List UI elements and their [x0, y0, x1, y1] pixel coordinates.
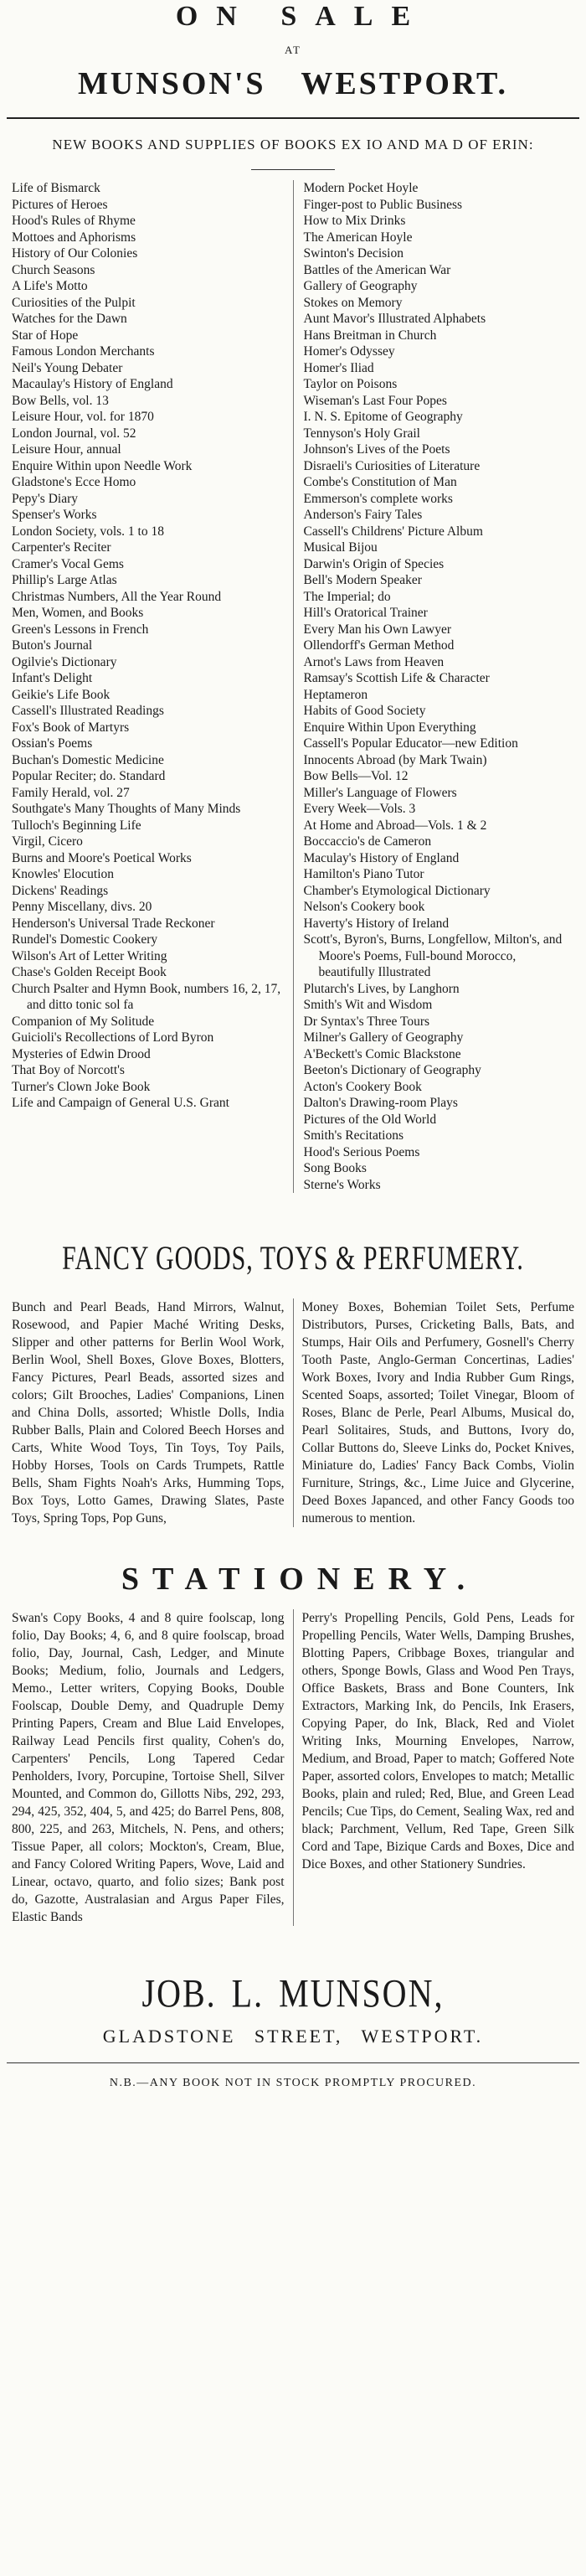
books-heading: NEW BOOKS AND SUPPLIES OF BOOKS EX IO AND MA D OF ERIN: [52, 136, 534, 152]
book-title: Maculay's History of England [303, 850, 460, 865]
book-title: Nelson's Cookery book [303, 900, 425, 915]
book-title: Carpenter's Reciter [12, 540, 111, 555]
book-title: Henderson's Universal Trade Reckoner [12, 916, 215, 931]
fancy-goods-right-text: Money Boxes, Bohemian Toilet Sets, Perfume Distributors, Purses, Cricketing Balls, Bats, and Stumps, Hair Oils and Perfumery, Gosnell's Cherry Tooth Paste, Anglo-German Concertinas, Ladies' Work Boxes, Ivory and India Rubber Gum Rings, Scented Soaps, assorted; Toilet Vinegar, Bloom of Roses, Blanc de Perle, Pearl Albums, Musical do, Pearl Solitaires, Studs, and Buttons, Ivory do, Collar Buttons do, Sleeve Links do, Pocket Knives, Miniature do, Ladies' Fancy Back Combs, Violin Furniture, Strings, &c., Lime Juice and Glycerine, Deed Boxes Japanced, and other Fancy Goods too numerous to mention. [301, 1300, 574, 1526]
stationery-body [0, 1598, 586, 1926]
book-title: I. N. S. Epitome of Geography [303, 410, 463, 425]
book-title: Hood's Rules of Rhyme [12, 214, 136, 229]
stationery-left-text: Swan's Copy Books, 4 and 8 quire foolscap, long folio, Day Books; 4, 6, and 8 quire foolscap, broad folio, Day, Journal, Cash, Ledger, and Minute Books; Medium, folio, Journals and Ledgers, Memo., Letter writers, Copying Books, Double Foolscap, Double Demy, and Quadruple Demy Printing Papers, Cream and Blue Laid Envelopes, Railway Lead Pencils first quality, Cohen's do, Carpenters' Pencils, Long Tapered Cedar Penholders, Ivory, Porcupine, Tortoise Shell, Silver Mounted, and Common do, Gillotts Nibs, 292, 293, 294, 425, 352, 404, 5, and 425; do Barrel Pens, 808, 800, 225, and 263, Mitchels, N. Pens, and others; Tissue Paper, all colors; Mockton's, Cream, Blue, and Fancy Colored Writing Papers, Wove, Laid and Linear, octavo, quarto, and folio sizes; Bank post do, Gazotte, Australasian and Argus Paper Files, Elastic Bands [12, 1609, 294, 1926]
book-title: Pictures of the Old World [303, 1112, 437, 1127]
book-title: The American Hoyle [303, 230, 413, 245]
book-title: Johnson's Lives of the Poets [303, 442, 450, 457]
book-title: Hood's Serious Poems [303, 1144, 420, 1159]
book-title: Church Psalter and Hymn Book, numbers 16, 2, 17, and ditto tonic sol fa [12, 981, 281, 1013]
book-title: Every Week—Vols. 3 [303, 802, 416, 817]
book-title: Smith's Wit and Wisdom [303, 998, 433, 1013]
book-title: Milner's Gallery of Geography [303, 1030, 464, 1045]
book-title: Wilson's Art of Letter Writing [12, 948, 167, 963]
book-title: Bow Bells, vol. 13 [12, 393, 109, 408]
book-title: Southgate's Many Thoughts of Many Minds [12, 802, 241, 817]
book-title: Gladstone's Ecce Homo [12, 475, 136, 490]
proprietor-name: JOB. L. MUNSON, [141, 1970, 445, 2016]
book-title: Buton's Journal [12, 638, 93, 653]
book-title: London Society, vols. 1 to 18 [12, 524, 164, 539]
at-label: AT [285, 44, 301, 56]
book-title: Life of Bismarck [12, 181, 100, 196]
book-title: Beeton's Dictionary of Geography [303, 1063, 481, 1078]
book-title: Hill's Oratorical Trainer [303, 606, 428, 621]
book-title: Scott's, Byron's, Burns, Longfellow, Milton's, and Moore's Poems, Full-bound Morocco, beautifully Illustrated [303, 932, 563, 980]
book-title: Enquire Within upon Needle Work [12, 458, 193, 473]
book-title: Haverty's History of Ireland [303, 916, 450, 931]
book-title: Wiseman's Last Four Popes [303, 393, 447, 408]
book-title: Sterne's Works [303, 1177, 381, 1192]
book-title: Bow Bells—Vol. 12 [303, 769, 409, 784]
book-title: Leisure Hour, vol. for 1870 [12, 410, 154, 425]
book-title: Curiosities of the Pulpit [12, 295, 136, 310]
book-list-right-column [294, 180, 575, 1193]
book-title: Ossian's Poems [12, 736, 93, 751]
book-title: Taylor on Poisons [303, 377, 398, 392]
book-title: Song Books [303, 1161, 367, 1176]
stationery-right-text: Perry's Propelling Pencils, Gold Pens, Leads for Propelling Pencils, Water Wells, Damping Brushes, Blotting Papers, Cribbage Boxes, triangular and others, Sponge Bowls, Glass and Wood Pen Trays, Office Baskets, Brass and Bone Counters, Ink Extractors, Marking Ink, do Pencils, Ink Erasers, Copying Paper, do Ink, Black, Red and Violet Writing Inks, Mourning Envelopes, Narrow, Medium, and Broad, Paper to match; Goffered Note Paper, assorted colors, Envelopes to match; Metallic Books, plain and ruled; Red, Blue, and Green Lead Pencils; Cue Tips, do Cement, Sealing Wax, red and black; Parchment, Vellum, Red Tape, Green Silk Cord and Tape, Bizique Cards and Boxes, Dice and Dice Boxes, and other Stationery Sundries. [301, 1611, 574, 1872]
book-title: Buchan's Domestic Medicine [12, 752, 164, 767]
book-title: Chamber's Etymological Dictionary [303, 883, 491, 898]
shop-title: MUNSON'S WESTPORT. [77, 66, 509, 101]
book-title: Church Seasons [12, 262, 95, 277]
book-title: Habits of Good Society [303, 704, 426, 719]
book-title: Tulloch's Beginning Life [12, 818, 141, 833]
book-title: Anderson's Fairy Tales [303, 508, 423, 523]
book-title: Ogilvie's Dictionary [12, 654, 117, 669]
book-list-left-column [12, 180, 294, 1193]
book-title: Burns and Moore's Poetical Works [12, 850, 192, 865]
book-title: Arnot's Laws from Heaven [303, 654, 445, 669]
book-title: Companion of My Solitude [12, 1014, 155, 1029]
book-title: Cassell's Popular Educator—new Edition [303, 736, 518, 751]
book-title: Virgil, Cicero [12, 834, 83, 849]
book-title: Life and Campaign of General U.S. Grant [12, 1096, 229, 1111]
book-title: History of Our Colonies [12, 246, 138, 261]
book-title: Battles of the American War [303, 262, 451, 277]
book-title: Pepy's Diary [12, 491, 78, 506]
book-title: Modern Pocket Hoyle [303, 181, 419, 196]
book-title: Gallery of Geography [303, 279, 418, 294]
book-title: Knowles' Elocution [12, 867, 115, 882]
on-sale-banner: ON SALE [175, 1, 429, 30]
book-title: Dr Syntax's Three Tours [303, 1014, 430, 1029]
book-title: A Life's Motto [12, 279, 88, 294]
book-title: Spenser's Works [12, 508, 97, 523]
fancy-goods-title: FANCY GOODS, TOYS & PERFUMERY. [62, 1240, 524, 1278]
book-title: Cramer's Vocal Gems [12, 556, 124, 571]
book-title: Phillip's Large Atlas [12, 573, 117, 588]
book-title: Acton's Cookery Book [303, 1079, 422, 1094]
book-title: Family Herald, vol. 27 [12, 785, 130, 800]
book-title: Infant's Delight [12, 671, 93, 686]
book-title: Watches for the Dawn [12, 312, 127, 327]
book-title: Darwin's Origin of Species [303, 556, 445, 571]
book-title: Chase's Golden Receipt Book [12, 965, 167, 980]
book-title: Homer's Odyssey [303, 344, 395, 359]
book-title: Guicioli's Recollections of Lord Byron [12, 1030, 214, 1045]
book-title: Finger-post to Public Business [303, 197, 463, 212]
book-title: Leisure Hour, annual [12, 442, 121, 457]
book-title: Cassell's Illustrated Readings [12, 704, 164, 719]
book-list [0, 170, 586, 1193]
book-title: Pictures of Heroes [12, 197, 108, 212]
book-title: Enquire Within Upon Everything [303, 720, 476, 735]
book-title: Ramsay's Scottish Life & Character [303, 671, 490, 686]
book-title: The Imperial; do [303, 589, 391, 604]
book-title: Star of Hope [12, 328, 79, 343]
book-title: Tennyson's Holy Grail [303, 426, 420, 441]
footer-note: N.B.—ANY BOOK NOT IN STOCK PROMPTLY PROCURED. [109, 2077, 477, 2090]
book-title: Dalton's Drawing-room Plays [303, 1096, 458, 1111]
book-title: Mottoes and Aphorisms [12, 230, 136, 245]
book-title: Emmerson's complete works [303, 491, 453, 506]
book-title: Boccaccio's de Cameron [303, 834, 432, 849]
book-title: Christmas Numbers, All the Year Round [12, 589, 222, 604]
book-title: How to Mix Drinks [303, 214, 406, 229]
shop-address: GLADSTONE STREET, WESTPORT. [102, 2026, 484, 2047]
book-title: Homer's Iliad [303, 360, 374, 375]
book-title: Swinton's Decision [303, 246, 404, 261]
book-title: That Boy of Norcott's [12, 1063, 125, 1078]
book-title: Geikie's Life Book [12, 687, 111, 702]
book-title: Macaulay's History of England [12, 377, 173, 392]
book-title: Cassell's Childrens' Picture Album [303, 524, 483, 539]
book-title: Rundel's Domestic Cookery [12, 932, 158, 947]
book-title: Plutarch's Lives, by Langhorn [303, 981, 460, 996]
book-title: Famous London Merchants [12, 344, 155, 359]
book-title: Miller's Language of Flowers [303, 785, 457, 800]
book-title: Penny Miscellany, divs. 20 [12, 900, 152, 915]
book-title: Men, Women, and Books [12, 606, 144, 621]
book-title: Turner's Clown Joke Book [12, 1079, 151, 1094]
book-title: Mysteries of Edwin Drood [12, 1046, 151, 1061]
fancy-goods-left-text: Bunch and Pearl Beads, Hand Mirrors, Walnut, Rosewood, and Papier Maché Writing Desks, Slipper and other patterns for Berlin Wool Work, Berlin Wool, Shell Boxes, Glove Boxes, Blotters, Fancy Pictures, Pearl Beads, assorted sizes and colors; Gilt Brooches, Ladies' Companions, Linen and China Dolls, assorted; Whistle Dolls, India Rubber Balls, Plain and Colored Beech Horses and Carts, White Wood Toys, Tin Toys, Toy Pails, Hobby Horses, Tools on Cards Trumpets, Rattle Bells, Sham Fights Noah's Arks, Humming Tops, Box Toys, Lotto Games, Drawing Slates, Paste Toys, Spring Tops, Pop Guns, [12, 1298, 294, 1527]
book-title: Smith's Recitations [303, 1128, 404, 1143]
book-title: Ollendorff's German Method [303, 638, 455, 653]
book-title: Green's Lessons in French [12, 622, 149, 637]
book-title: Hans Breitman in Church [303, 328, 437, 343]
book-title: London Journal, vol. 52 [12, 426, 136, 441]
book-title: Dickens' Readings [12, 883, 109, 898]
book-title: Hamilton's Piano Tutor [303, 867, 424, 882]
fancy-goods-body [0, 1287, 586, 1527]
book-title: Stokes on Memory [303, 295, 403, 310]
book-title: Heptameron [303, 687, 368, 702]
book-title: Disraeli's Curiosities of Literature [303, 458, 481, 473]
book-title: Every Man his Own Lawyer [303, 622, 451, 637]
book-title: Aunt Mavor's Illustrated Alphabets [303, 312, 486, 327]
book-title: Neil's Young Debater [12, 360, 123, 375]
book-title: Combe's Constitution of Man [303, 475, 457, 490]
stationery-title: STATIONERY. [121, 1562, 479, 1598]
book-title: Fox's Book of Martyrs [12, 720, 130, 735]
book-title: Innocents Abroad (by Mark Twain) [303, 752, 487, 767]
book-title: A'Beckett's Comic Blackstone [303, 1046, 461, 1061]
footer-divider [7, 2062, 579, 2063]
book-title: Bell's Modern Speaker [303, 573, 422, 588]
book-title: At Home and Abroad—Vols. 1 & 2 [303, 818, 487, 833]
book-title: Popular Reciter; do. Standard [12, 769, 166, 784]
book-title: Musical Bijou [303, 540, 378, 555]
